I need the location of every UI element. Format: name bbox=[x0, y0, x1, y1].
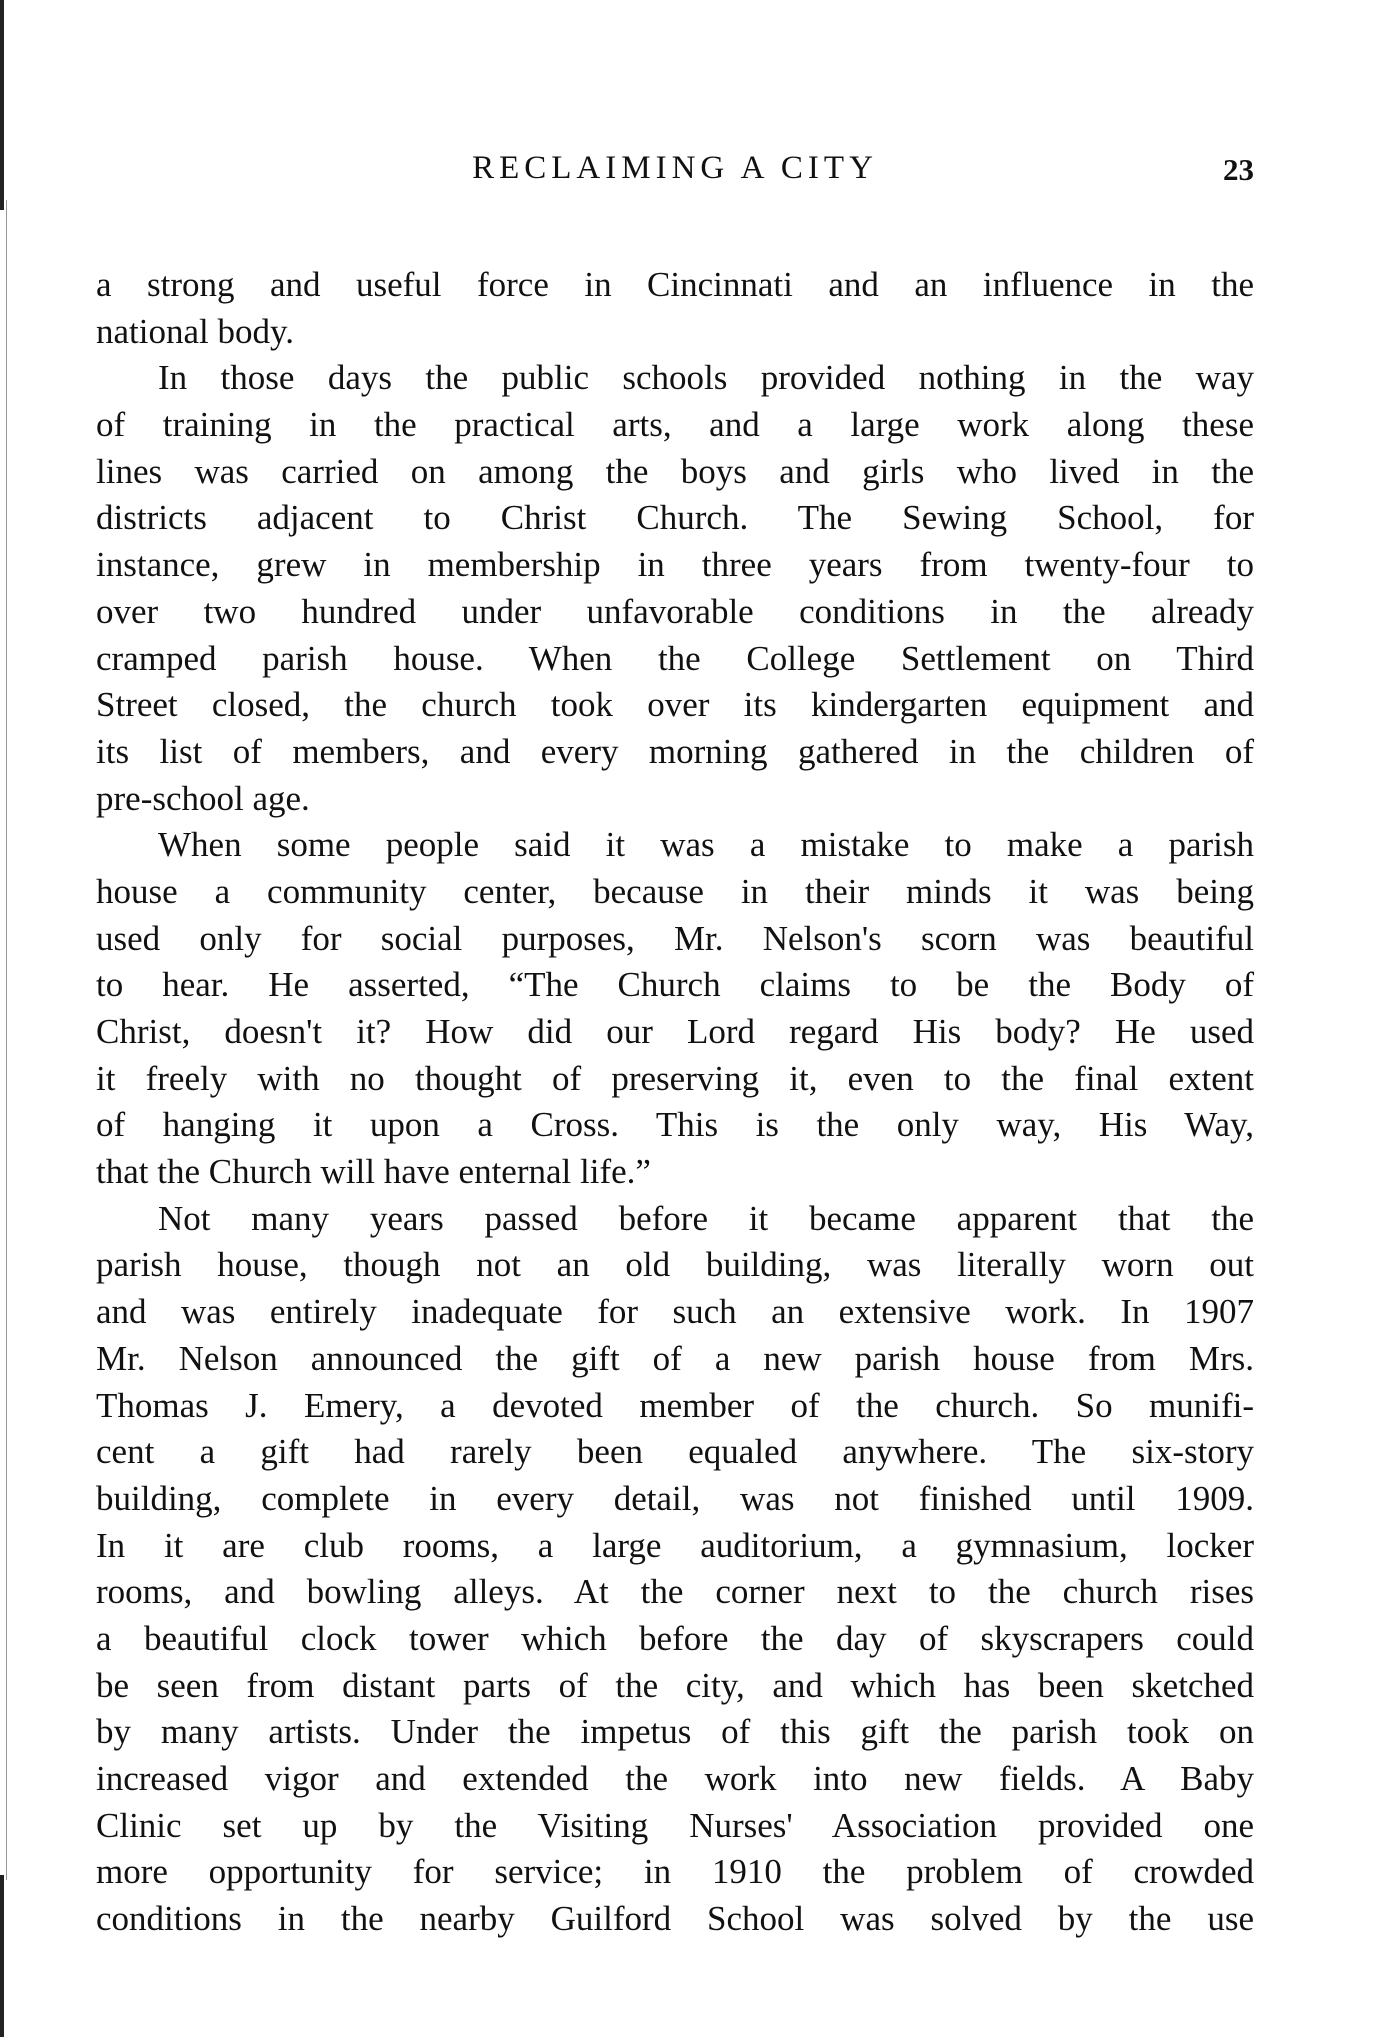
page-edge-shadow-bottom bbox=[0, 1875, 4, 2037]
text-line: rooms, and bowling alleys. At the corner next to the church rises bbox=[96, 1572, 1254, 1612]
text-line: pre-school age. bbox=[96, 778, 310, 818]
text-line: a beautiful clock tower which before the day of skyscrapers could bbox=[96, 1618, 1254, 1658]
text-line: more opportunity for service; in 1910 the problem of crowded bbox=[96, 1852, 1254, 1892]
text-line: parish house, though not an old building, was literally worn out bbox=[96, 1245, 1254, 1285]
text-line: Street closed, the church took over its kindergarten equipment and bbox=[96, 685, 1254, 725]
text-line: instance, grew in membership in three years from twenty-four to bbox=[96, 545, 1254, 585]
text-line: Not many years passed before it became apparent that the bbox=[158, 1198, 1254, 1238]
text-line: over two hundred under unfavorable conditions in the already bbox=[96, 591, 1254, 631]
text-line: Thomas J. Emery, a devoted member of the church. So munifi- bbox=[96, 1385, 1254, 1425]
page-number: 23 bbox=[1223, 152, 1254, 187]
text-line: by many artists. Under the impetus of this gift the parish took on bbox=[96, 1712, 1254, 1752]
paragraph bbox=[96, 1196, 1254, 1943]
text-line: it freely with no thought of preserving it, even to the final extent bbox=[96, 1058, 1254, 1098]
text-line: districts adjacent to Christ Church. The Sewing School, for bbox=[96, 498, 1254, 538]
running-title: RECLAIMING A CITY bbox=[472, 150, 878, 186]
text-line: that the Church will have enternal life.” bbox=[96, 1152, 651, 1192]
text-line: Christ, doesn't it? How did our Lord regard His body? He used bbox=[96, 1012, 1254, 1051]
text-line: conditions in the nearby Guilford School was solved by the use bbox=[96, 1899, 1254, 1939]
page-header bbox=[96, 150, 1254, 200]
paragraph bbox=[96, 355, 1254, 822]
text-line: national body. bbox=[96, 311, 294, 351]
text-line: Clinic set up by the Visiting Nurses' Association provided one bbox=[96, 1805, 1254, 1845]
text-line: building, complete in every detail, was not finished until 1909. bbox=[96, 1478, 1254, 1518]
text-line: used only for social purposes, Mr. Nelson's scorn was beautiful bbox=[96, 918, 1254, 958]
text-line: Mr. Nelson announced the gift of a new parish house from Mrs. bbox=[96, 1338, 1254, 1378]
paragraph bbox=[96, 822, 1254, 1196]
text-line: In it are club rooms, a large auditorium, a gymnasium, locker bbox=[96, 1525, 1254, 1565]
page-edge-shadow-top bbox=[0, 0, 4, 210]
page-gutter-line bbox=[6, 200, 7, 1880]
text-line: of training in the practical arts, and a large work along these bbox=[96, 405, 1254, 445]
text-line: of hanging it upon a Cross. This is the only way, His Way, bbox=[96, 1105, 1254, 1145]
text-line: increased vigor and extended the work into new fields. A Baby bbox=[96, 1759, 1254, 1798]
text-line: house a community center, because in their minds it was being bbox=[96, 871, 1254, 911]
text-line: its list of members, and every morning gathered in the children of bbox=[96, 731, 1254, 771]
text-line: to hear. He asserted, “The Church claims to be the Body of bbox=[96, 965, 1254, 1005]
text-line: be seen from distant parts of the city, and which has been sketched bbox=[96, 1665, 1254, 1705]
text-line: cent a gift had rarely been equaled anywhere. The six-story bbox=[96, 1432, 1254, 1472]
text-line: and was entirely inadequate for such an extensive work. In 1907 bbox=[96, 1292, 1254, 1332]
body-text bbox=[96, 262, 1254, 1943]
text-line: cramped parish house. When the College Settlement on Third bbox=[96, 638, 1254, 678]
text-line: lines was carried on among the boys and girls who lived in the bbox=[96, 451, 1254, 491]
text-line: When some people said it was a mistake to make a parish bbox=[158, 825, 1254, 865]
paragraph bbox=[96, 262, 1254, 355]
text-line: In those days the public schools provided nothing in the way bbox=[158, 358, 1254, 398]
text-line: a strong and useful force in Cincinnati and an influence in the bbox=[96, 265, 1254, 304]
